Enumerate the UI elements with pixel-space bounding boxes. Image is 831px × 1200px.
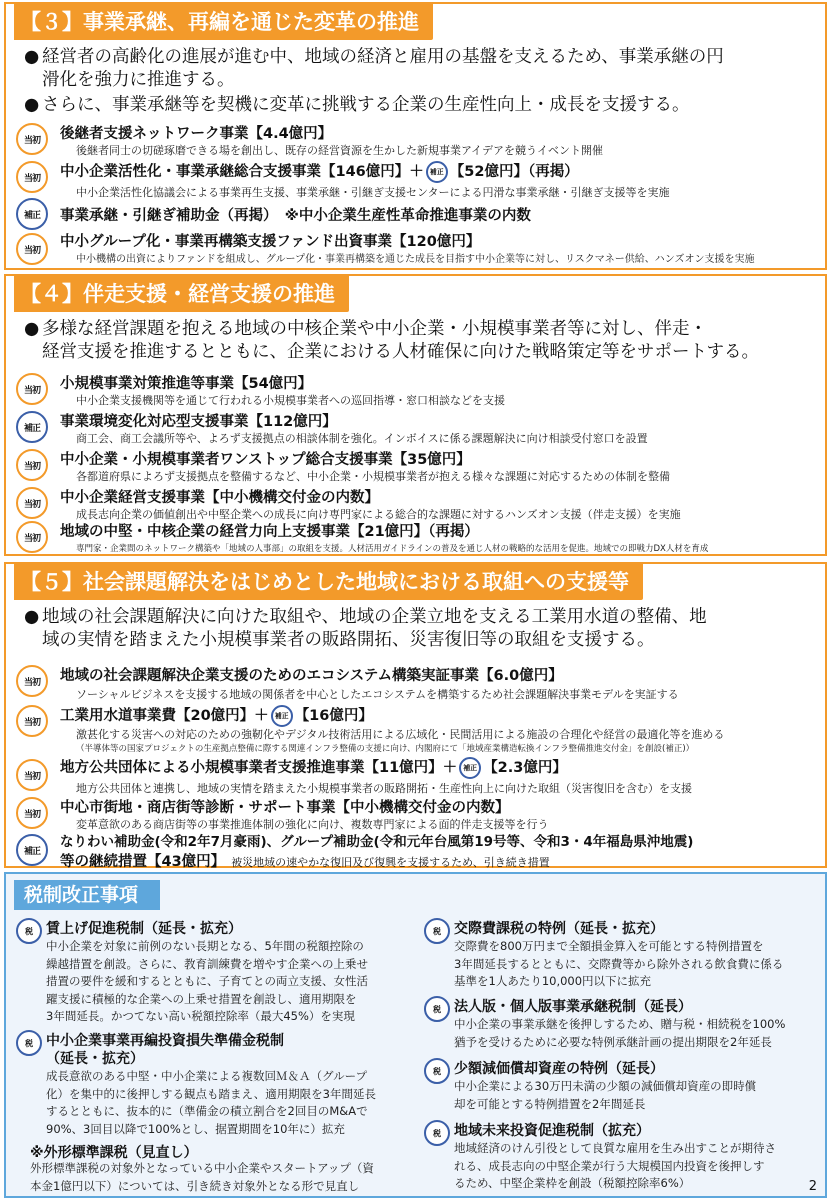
tax-column-right (424, 914, 819, 1198)
supplementary-badge: 補正 (459, 757, 481, 779)
list-item (16, 408, 817, 446)
list-item (16, 662, 817, 702)
tax-item (424, 1056, 819, 1116)
item-description: ソーシャルビジネスを支援する地域の関係者を中心としたエコシステムを構築するため社会課題解決事業モデルを実証する (76, 688, 679, 701)
page-number: 2 (808, 1179, 817, 1194)
section-tax-reform (4, 872, 827, 1198)
initial-budget-badge: 当初 (16, 759, 48, 791)
tax-item-body: 外形標準課税の対象外となっている中小企業やスタートアップ（資 本金1億円以下）については、引き続き対象外となる形で見直し (30, 1161, 374, 1193)
section-3-bullet-1: ● 経営者の高齢化の進展が進む中、地域の経済と雇用の基盤を支えるため、事業承継の円 滑化を強力に推進する。 (24, 47, 724, 90)
section-3-bullet-2: ● さらに、事業承継等を契機に変革に挑戦する企業の生産性向上・成長を支援する。 (24, 95, 690, 115)
section-5-bullet-1: ● 地域の社会課題解決に向けた取組や、地域の企業立地を支える工業用水道の整備、地 域の実情を踏まえた小規模事業者の販路開拓、災害復旧等の取組を支援する。 (24, 607, 707, 650)
supplementary-badge: 補正 (16, 411, 48, 443)
tax-item-body: 交際費を800万円まで全額損金算入を可能とする特例措置を 3年間延長するとともに、交際費等から除外される飲食費に係る 基準を1人あたり10,000円以下に拡充 (454, 939, 784, 988)
tax-item-body: 成長意欲のある中堅・中小企業による複数回Ｍ＆Ａ（グループ 化）を集中的に後押しする観点も踏まえ、適用期限を3年間延長 するとともに、抜本的に（準備金の積立割合を2回目のM&Aで 90%、3回目以降で100%とし、据置期間を10年に）拡充 (46, 1069, 377, 1136)
tax-item-body: 中小企業による30万円未満の少額の減価償却資産の即時償 却を可能とする特例措置を2年間延長 (454, 1079, 757, 1111)
initial-budget-badge: 当初 (16, 233, 48, 265)
section-5-title: 【５】社会課題解決をはじめとした地域における取組への支援等 (14, 564, 643, 600)
item-description: 中小企業支援機関等を通じて行われる小規模事業者への巡回指導・窓口相談などを支援 (76, 394, 505, 407)
supplementary-badge: 補正 (426, 161, 448, 183)
tax-item-heading: 交際費課税の特例（延長・拡充） (454, 921, 664, 937)
list-item (16, 120, 817, 158)
tax-item (16, 1028, 411, 1138)
tax-item-heading: 少額減価償却資産の特例（延長） (454, 1061, 664, 1077)
tax-badge: 税 (424, 996, 450, 1022)
tax-item-body: 地域経済のけん引役として良質な雇用を生み出すことが期待さ れる、成長志向の中堅企業が行う大規模国内投資を後押しす るため、中堅企業枠を創設（税額控除率6%） (454, 1141, 776, 1190)
section-business-succession (4, 2, 827, 270)
initial-budget-badge: 当初 (16, 487, 48, 519)
list-item (16, 754, 817, 794)
tax-item (424, 914, 819, 992)
tax-item-heading: 中小企業事業再編投資損失準備金税制 (46, 1033, 284, 1049)
item-heading: 地域の社会課題解決企業支援のためのエコシステム構築実証事業【6.0億円】 (60, 668, 563, 684)
section-4-title: 【４】伴走支援・経営支援の推進 (14, 276, 349, 312)
tax-column-left (16, 914, 411, 1198)
item-heading: なりわい補助金(令和2年7月豪雨)、グループ補助金(令和元年台風第19号等、令和3・4年福島県沖地震) (60, 834, 694, 850)
list-item (16, 158, 817, 198)
item-heading: 事業環境変化対応型支援事業【112億円】 (60, 414, 337, 430)
list-item (16, 702, 817, 760)
item-heading: 中小グループ化・事業再構築支援ファンド出資事業【120億円】 (60, 234, 481, 250)
tax-badge: 税 (16, 1030, 42, 1056)
list-item (16, 794, 817, 830)
tax-badge: 税 (424, 918, 450, 944)
supplementary-badge: 補正 (16, 834, 48, 866)
item-heading: 中小企業活性化・事業承継総合支援事業【146億円】＋ 補正 【52億円】（再掲） (60, 160, 579, 183)
item-heading: 中心市街地・商店街等診断・サポート事業【中小機構交付金の内数】 (60, 800, 510, 816)
item-description: 激甚化する災害への対応のための強靭化やデジタル技術活用による広域化・民間活用による施設の合理化や経営の最適化等を進める (76, 728, 725, 741)
tax-item-heading-continued: （延長・拡充） (46, 1051, 144, 1067)
item-heading: 地域の中堅・中核企業の経営力向上支援事業【21億円】（再掲） (60, 524, 479, 540)
tax-item-heading: 法人版・個人版事業承継税制（延長） (454, 999, 692, 1015)
supplementary-badge: 補正 (16, 198, 48, 230)
list-item (16, 830, 817, 870)
tax-item-body: 中小企業の事業承継を後押しするため、贈与税・相続税を100% 猶予を受けるために必要な特例承継計画の提出期限を2年延長 (454, 1017, 786, 1049)
item-heading: 工業用水道事業費【20億円】＋ 補正 【16億円】 (60, 704, 373, 727)
tax-badge: 税 (424, 1058, 450, 1084)
initial-budget-badge: 当初 (16, 373, 48, 405)
item-description: 商工会、商工会議所等や、よろず支援拠点の相談体制を強化。インボイスに係る課題解決に向け相談受付窓口を設置 (76, 432, 648, 445)
tax-item-heading: 賃上げ促進税制（延長・拡充） (46, 921, 242, 937)
tax-item-heading: 地域未来投資促進税制（拡充） (454, 1123, 650, 1139)
list-item (16, 370, 817, 408)
item-heading: 中小企業・小規模事業者ワンストップ総合支援事業【35億円】 (60, 452, 471, 468)
initial-budget-badge: 当初 (16, 161, 48, 193)
item-description: 後継者同士の切磋琢磨できる場を創出し、既存の経営資源を生かした新規事業アイデアを競うイベント開催 (76, 144, 604, 157)
initial-budget-badge: 当初 (16, 449, 48, 481)
tax-section-title: 税制改正事項 (14, 880, 160, 910)
section-3-title: 【３】事業承継、再編を通じた変革の推進 (14, 4, 433, 40)
initial-budget-badge: 当初 (16, 665, 48, 697)
item-description: 専門家・企業間のネットワーク構築や「地域の人事部」の取組を支援。人材活用ガイドラインの普及を通じ人材の戦略的な活用を促進。地域での即戦力DX人材を育成 (76, 544, 709, 554)
item-description: 成長志向企業の価値創出や中堅企業への成長に向け専門家による総合的な課題に対するハンズオン支援（伴走支援）を実施 (76, 508, 681, 521)
tax-item-body: 中小企業を対象に前例のない長期となる、5年間の税額控除の 繰越措置を創設。さらに、教育訓練費を増やす企業への上乗せ 措置の要件を緩和するとともに、子育てとの両立支援、女性活 躍支援に積極的な企業への上乗せ措置を創設し、適用期限を 3年間延長。かつてない高い税額控除率（最大45%）を実現 (46, 939, 368, 1023)
item-description: 地方公共団体と連携し、地域の実情を踏まえた小規模事業者の販路開拓・生産性向上に向けた取組（災害復旧を含む）を支援 (76, 782, 692, 795)
list-item (16, 200, 817, 230)
initial-budget-badge: 当初 (16, 521, 48, 553)
item-heading: 地方公共団体による小規模事業者支援推進事業【11億円】＋ 補正 【2.3億円】 (60, 756, 567, 779)
list-item (16, 230, 817, 268)
tax-item (424, 994, 819, 1054)
item-heading: 中小企業経営支援事業【中小機構交付金の内数】 (60, 490, 379, 506)
section-regional-initiatives (4, 562, 827, 868)
item-description: 中小機構の出資によりファンドを組成し、グループ化・事業再構築を通じた成長を目指す中小企業等に対し、リスクマネー供給、ハンズオン支援を実施 (76, 254, 755, 265)
item-heading: 事業承継・引継ぎ補助金（再掲） ※中小企業生産性革命推進事業の内数 (60, 208, 531, 224)
section-accompanying-support (4, 274, 827, 556)
tax-item (16, 914, 411, 1024)
tax-item-heading: ※外形標準課税（見直し） (30, 1145, 198, 1161)
tax-item (16, 1142, 411, 1198)
tax-badge: 税 (16, 918, 42, 944)
item-description: 各都道府県によろず支援拠点を整備するなど、中小企業・小規模事業者が抱える様々な課題に対応するための体制を整備 (76, 470, 670, 483)
initial-budget-badge: 当初 (16, 705, 48, 737)
item-heading: 小規模事業対策推進等事業【54億円】 (60, 376, 313, 392)
supplementary-badge: 補正 (271, 705, 293, 727)
list-item (16, 484, 817, 520)
section-4-bullet-1: ● 多様な経営課題を抱える地域の中核企業や中小企業・小規模事業者等に対し、伴走・ 経営支援を推進するとともに、企業における人材確保に向けた戦略策定等をサポートする。 (24, 319, 759, 362)
item-description: 中小企業活性化協議会による事業再生支援、事業承継・引継ぎ支援センターによる円滑な事業承継・引継ぎ支援等を実施 (76, 186, 670, 199)
tax-badge: 税 (424, 1120, 450, 1146)
tax-item (424, 1118, 819, 1198)
item-heading: 後継者支援ネットワーク事業【4.4億円】 (60, 126, 333, 142)
list-item (16, 520, 817, 554)
item-description: 変革意欲のある商店街等の事業推進体制の強化に向け、複数専門家による面的伴走支援等を行う (76, 818, 549, 831)
item-heading-continued: 等の継続措置【43億円】 被災地域の速やかな復旧及び復興を支援するため、引き続き措置 (60, 854, 550, 870)
initial-budget-badge: 当初 (16, 797, 48, 829)
initial-budget-badge: 当初 (16, 123, 48, 155)
item-note: （半導体等の国家プロジェクトの生産拠点整備に際する関連インフラ整備の支援に向け、内閣府にて「地域産業構造転換インフラ整備推進交付金」を創設(補正)） (76, 744, 695, 754)
list-item (16, 446, 817, 484)
